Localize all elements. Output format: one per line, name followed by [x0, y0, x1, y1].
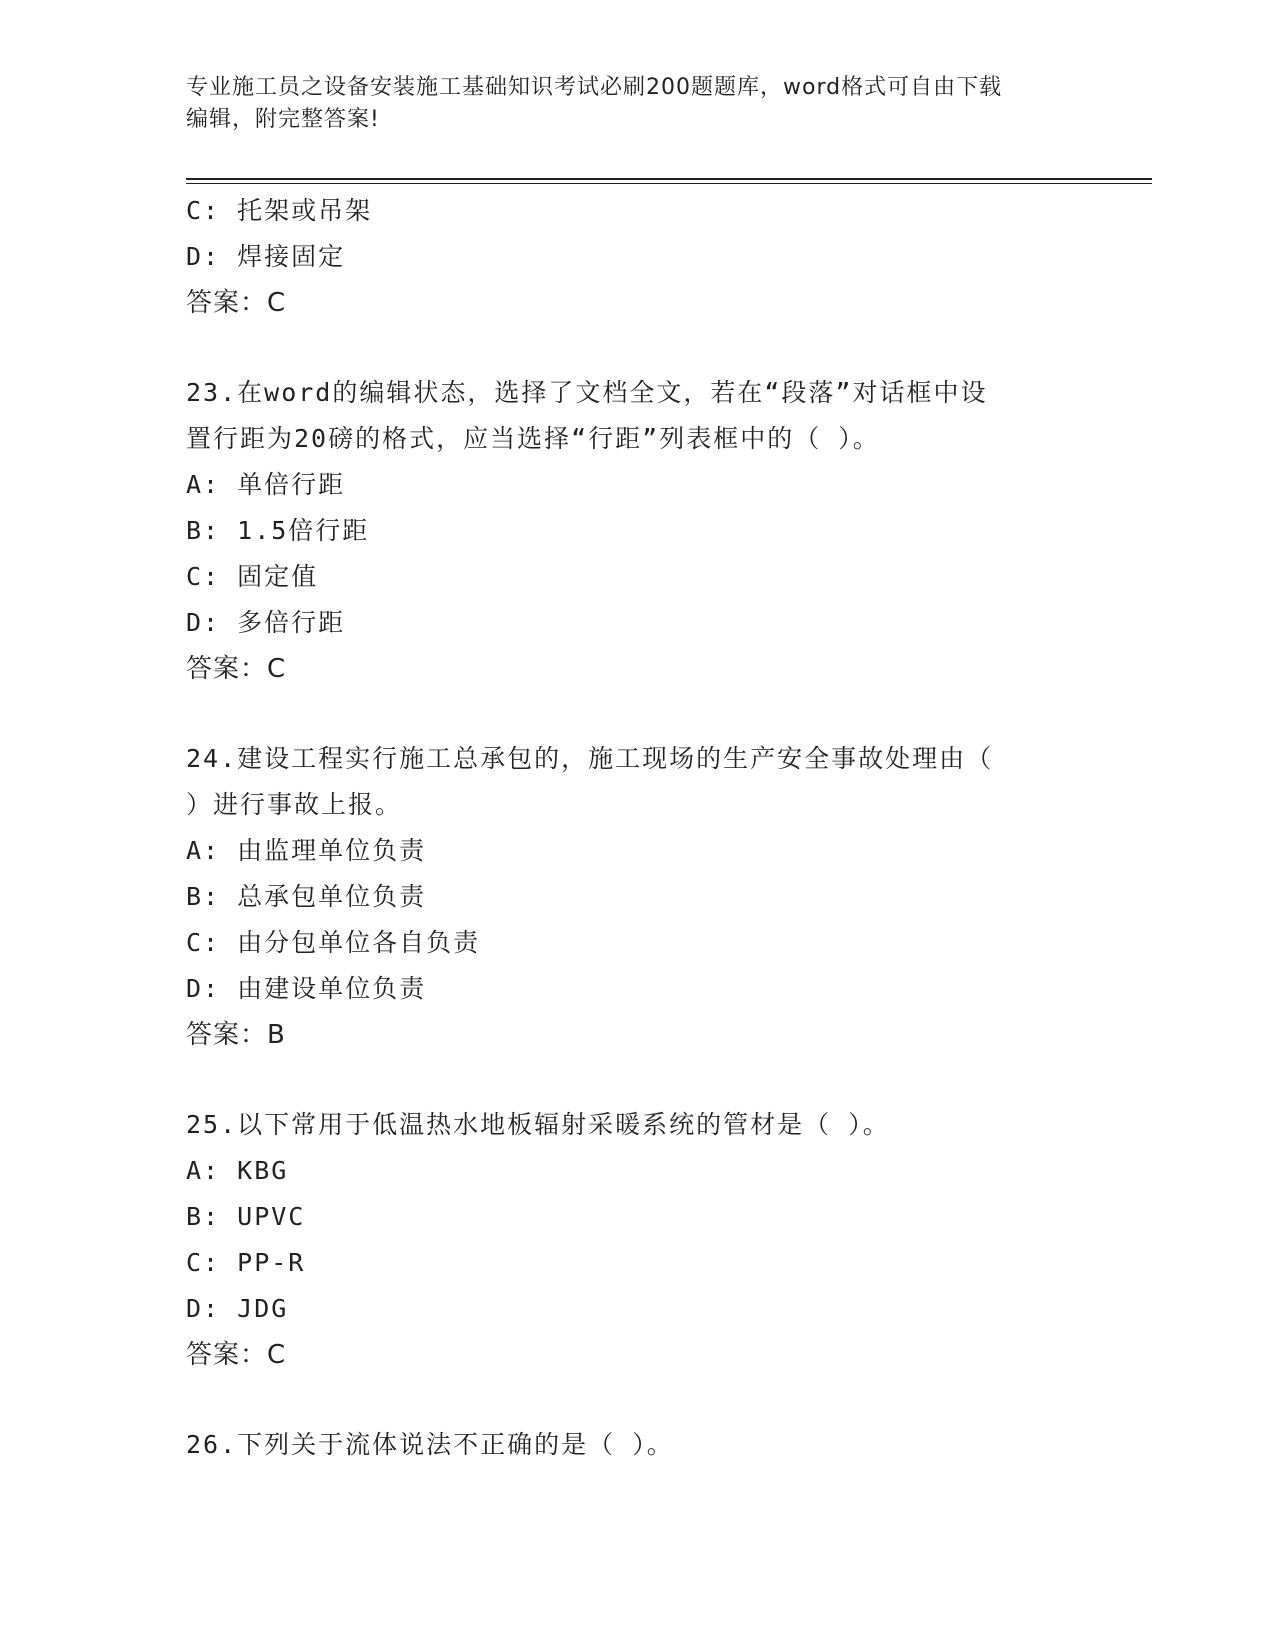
option-b: B: 总承包单位负责: [186, 882, 427, 911]
question-stem: [186, 736, 1066, 828]
question-list: [186, 188, 1086, 1468]
question-stem-line: 25.以下常用于低温热水地板辐射采暖系统的管材是（ ）。: [186, 1110, 890, 1139]
answer-line: 答案：C: [186, 654, 287, 684]
option-c: C: 托架或吊架: [186, 196, 373, 225]
question-26: [186, 1422, 1086, 1468]
option-d: D: 焊接固定: [186, 242, 346, 271]
option-d: D: JDG: [186, 1294, 289, 1323]
question-stem: [186, 1422, 1066, 1468]
option-c: C: PP-R: [186, 1248, 306, 1277]
option-b: B: 1.5倍行距: [186, 516, 370, 545]
option-d: D: 由建设单位负责: [186, 974, 427, 1003]
question-24: [186, 736, 1086, 1058]
question-continued: [186, 188, 1086, 326]
question-stem: [186, 1102, 1066, 1148]
page-header: [186, 72, 1086, 136]
question-stem-line: 24.建设工程实行施工总承包的，施工现场的生产安全事故处理由（: [186, 744, 994, 773]
option-d: D: 多倍行距: [186, 608, 346, 637]
question-stem: [186, 370, 1066, 462]
header-title-line-1: 专业施工员之设备安装施工基础知识考试必刷200题题库，word格式可自由下载: [186, 75, 1003, 100]
header-divider: [186, 178, 1152, 180]
question-stem-line: 置行距为20磅的格式，应当选择“行距”列表框中的（ ）。: [186, 424, 880, 453]
option-c: C: 由分包单位各自负责: [186, 928, 481, 957]
option-a: A: 单倍行距: [186, 470, 346, 499]
option-a: A: KBG: [186, 1156, 289, 1185]
header-divider-thin: [186, 183, 1152, 184]
answer-line: 答案：C: [186, 288, 287, 318]
option-a: A: 由监理单位负责: [186, 836, 427, 865]
question-stem-line: ）进行事故上报。: [186, 790, 403, 819]
question-23: [186, 370, 1086, 692]
answer-line: 答案：B: [186, 1020, 286, 1050]
option-c: C: 固定值: [186, 562, 319, 591]
question-stem-line: 23.在word的编辑状态，选择了文档全文，若在“段落”对话框中设: [186, 378, 988, 407]
option-b: B: UPVC: [186, 1202, 306, 1231]
answer-line: 答案：C: [186, 1340, 287, 1370]
question-25: [186, 1102, 1086, 1378]
question-stem-line: 26.下列关于流体说法不正确的是（ ）。: [186, 1430, 674, 1459]
header-title-line-2: 编辑，附完整答案!: [186, 107, 380, 132]
